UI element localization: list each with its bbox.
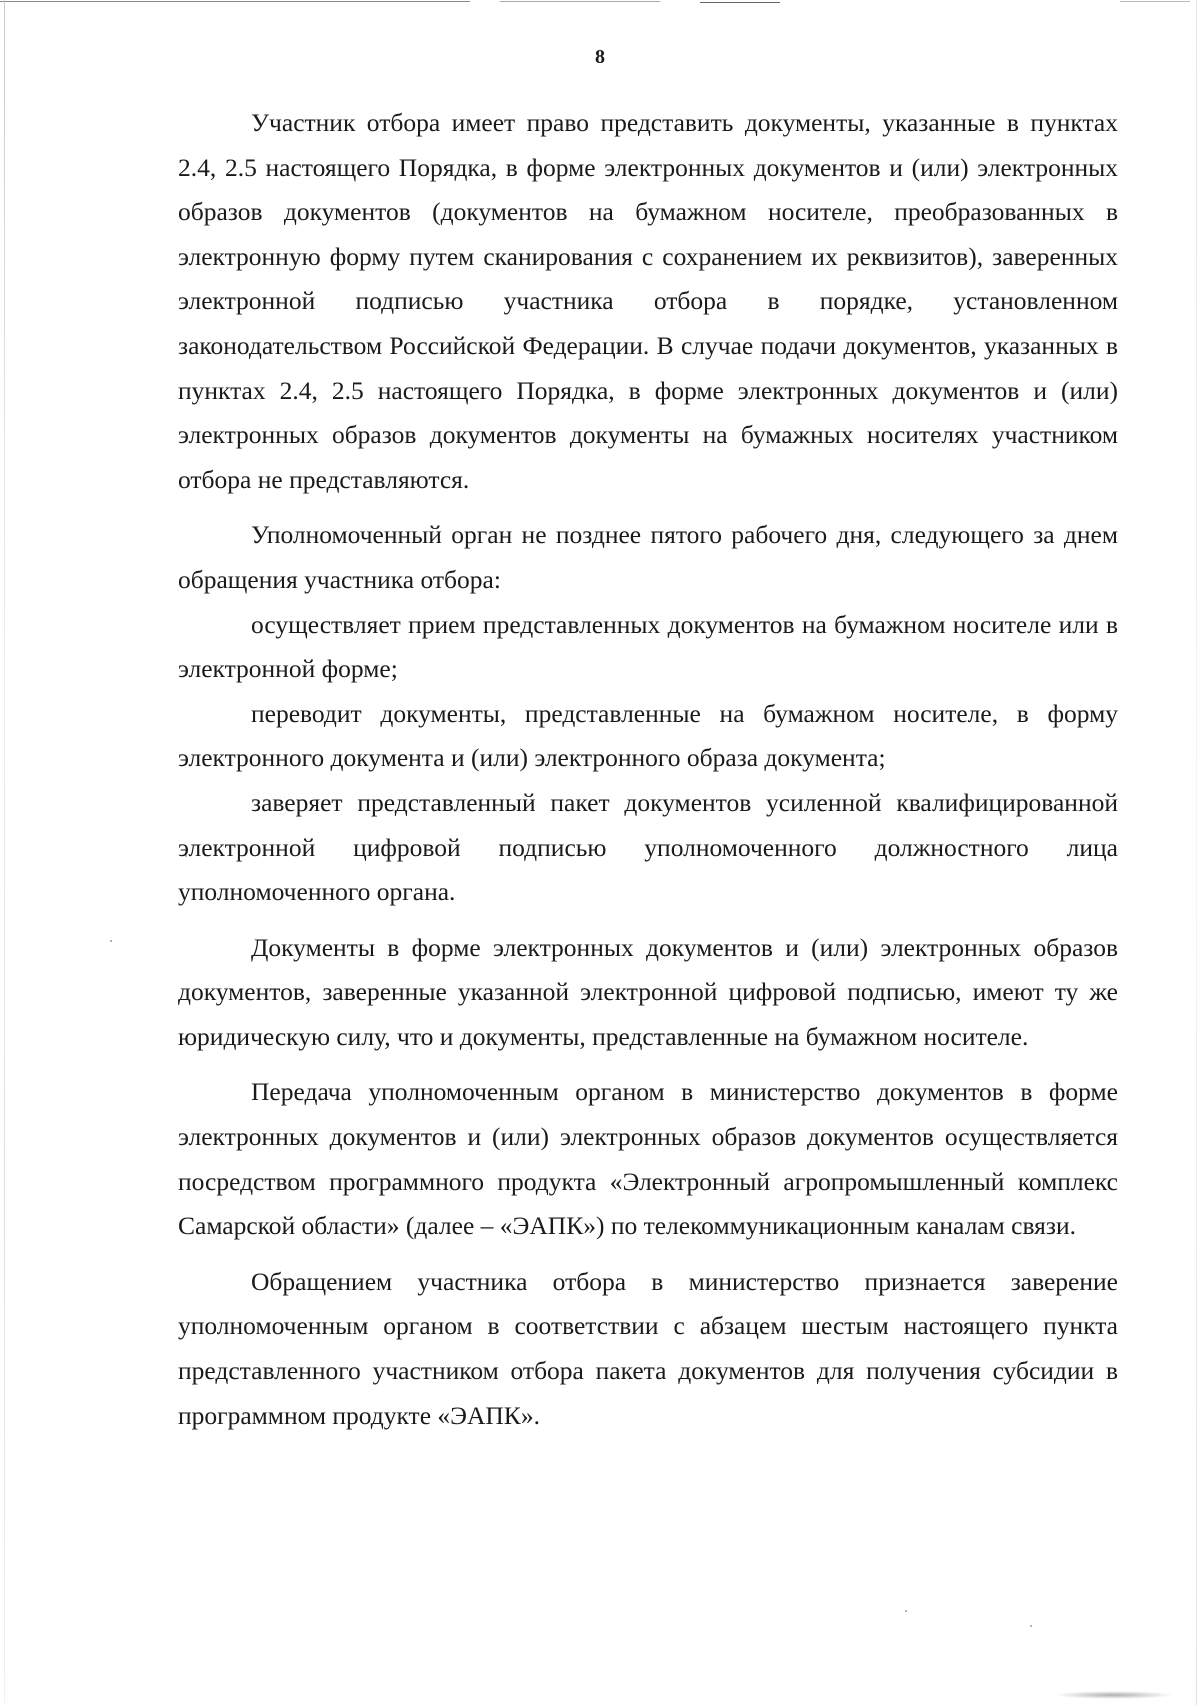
paragraph-authority-deadline: Уполномоченный орган не позднее пятого рабочего дня, следующего за днем обращения участника отбора: <box>178 520 1118 594</box>
page-number: 8 <box>595 46 605 68</box>
scan-left-edge <box>4 0 5 1705</box>
paragraph-application-recognition: Обращением участника отбора в министерство признается заверение уполномоченным органом в соответствии с абзацем шестым настоящего пункта представленного участником отбора пакета документов для получения субсидии в программном продукте «ЭАПК». <box>178 1266 1118 1430</box>
paragraph-transfer-eapk: Передача уполномоченным органом в министерство документов в форме электронных документов и (или) электронных образов документов осуществляется посредством программного продукта «Электронный агропромышленный комплекс Самарской области» (далее – «ЭАПК») по телекоммуникационным каналам связи. <box>178 1077 1118 1241</box>
scan-right-edge <box>1196 0 1197 1705</box>
paragraph-certifies-package: заверяет представленный пакет документов усиленной квалифицированной электронной цифровой подписью уполномоченного должностного лица уполномоченного органа. <box>178 787 1118 907</box>
scan-smudge <box>1054 1691 1174 1699</box>
paragraph-right-to-submit: Участник отбора имеет право представить документы, указанные в пунктах 2.4, 2.5 настоящего Порядка, в форме электронных документов и (или) электронных образов документов (документов на бумажном носителе, преобразованных в электронную форму путем сканирования с сохранением их реквизитов), заверенных электронной подписью участника отбора в порядке, установленном законодательством Российской Федерации. В случае подачи документов, указанных в пунктах 2.4, 2.5 настоящего Порядка, в форме электронных документов и (или) электронных образов документов документы на бумажных носителях участником отбора не представляются. <box>178 108 1118 494</box>
document-body <box>178 101 1118 1438</box>
scan-top-edge <box>0 0 1200 6</box>
paragraph-legal-force: Документы в форме электронных документов и (или) электронных образов документов, заверенные указанной электронной цифровой подписью, имеют ту же юридическую силу, что и документы, представленные на бумажном носителе. <box>178 932 1118 1051</box>
scan-speck <box>110 940 112 942</box>
scan-speck <box>1030 1625 1032 1627</box>
scan-speck <box>905 1610 907 1612</box>
paragraph-converts-documents: переводит документы, представленные на бумажном носителе, в форму электронного документа и (или) электронного образа документа; <box>178 698 1118 773</box>
paragraph-accepts-documents: осуществляет прием представленных документов на бумажном носителе или в электронной форме; <box>178 609 1118 684</box>
